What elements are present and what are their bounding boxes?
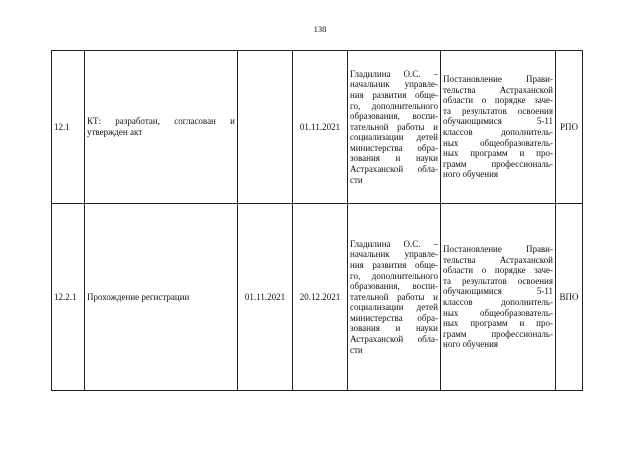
responsible-line: социализации детей (350, 302, 438, 313)
responsible-line: начальник управле- (350, 79, 438, 90)
regulation-document (441, 204, 556, 391)
responsible-line: Астраханской обла- (350, 164, 438, 175)
row-number: 12.1 (52, 51, 85, 204)
document-line: та результатов освоения (443, 105, 553, 116)
start-date: 01.11.2021 (238, 204, 293, 391)
start-date (238, 51, 293, 204)
document-line: классов дополнитель- (443, 297, 553, 307)
document-line: Постановление Прави- (443, 244, 553, 255)
activity-name: Прохождение регистрации (85, 204, 238, 391)
result-type: ВПО (556, 204, 583, 391)
responsible-line: ния развития обще- (350, 259, 438, 270)
table-row (52, 51, 583, 204)
document-line: грамм профессиональ- (443, 158, 553, 169)
row-number: 12.2.1 (52, 204, 85, 391)
document-line: грамм профессиональ- (443, 328, 553, 339)
responsible-line: образования, воспи- (350, 281, 438, 292)
responsible-line: тательной работы и (350, 291, 438, 302)
document-line: ных программ и про- (443, 318, 553, 329)
result-type: РПО (556, 51, 583, 204)
end-date: 01.11.2021 (293, 51, 348, 204)
responsible-person (348, 51, 441, 204)
responsible-line: министерства обра- (350, 142, 438, 153)
regulation-document (441, 51, 556, 204)
document-line: ных общеобразователь- (443, 137, 553, 148)
responsible-line: образования, воспи- (350, 111, 438, 122)
responsible-line: Астраханской обла- (350, 334, 438, 345)
document-line: ного обучения (443, 169, 499, 180)
responsible-line: Гладилина О.С. – (350, 68, 438, 79)
responsible-line: начальник управле- (350, 249, 438, 260)
responsible-line: го, дополнительного (350, 100, 438, 111)
document-line: ных программ и про- (443, 148, 553, 159)
document-line: области о порядке заче- (443, 265, 553, 276)
responsible-line: министерства обра- (350, 312, 438, 323)
document-line: ного обучения (443, 339, 499, 350)
plan-table (51, 50, 583, 391)
responsible-line: социализации детей (350, 132, 438, 143)
responsible-person (348, 204, 441, 391)
table-row (52, 204, 583, 391)
document-line: классов дополнитель- (443, 127, 553, 137)
document-line: ных общеобразователь- (443, 307, 553, 318)
responsible-line: сти (350, 174, 363, 185)
activity-name: КТ: разработан, согласован и утвержден акт (85, 51, 238, 204)
responsible-line: сти (350, 344, 363, 355)
page-number: 138 (313, 24, 327, 34)
responsible-line: ния развития обще- (350, 89, 438, 100)
responsible-line: зования и науки (350, 323, 438, 334)
document-line: тельства Астраханской (443, 84, 553, 95)
document-line: обучающимися 5-11 (443, 286, 553, 297)
document-line: та результатов освоения (443, 275, 553, 286)
responsible-line: зования и науки (350, 153, 438, 164)
document-line: обучающимися 5-11 (443, 116, 553, 127)
responsible-line: Гладилина О.С. – (350, 238, 438, 249)
document-line: Постановление Прави- (443, 74, 553, 85)
responsible-line: тательной работы и (350, 121, 438, 132)
responsible-line: го, дополнительного (350, 270, 438, 281)
end-date: 20.12.2021 (293, 204, 348, 391)
document-line: тельства Астраханской (443, 254, 553, 265)
document-line: области о порядке заче- (443, 95, 553, 106)
